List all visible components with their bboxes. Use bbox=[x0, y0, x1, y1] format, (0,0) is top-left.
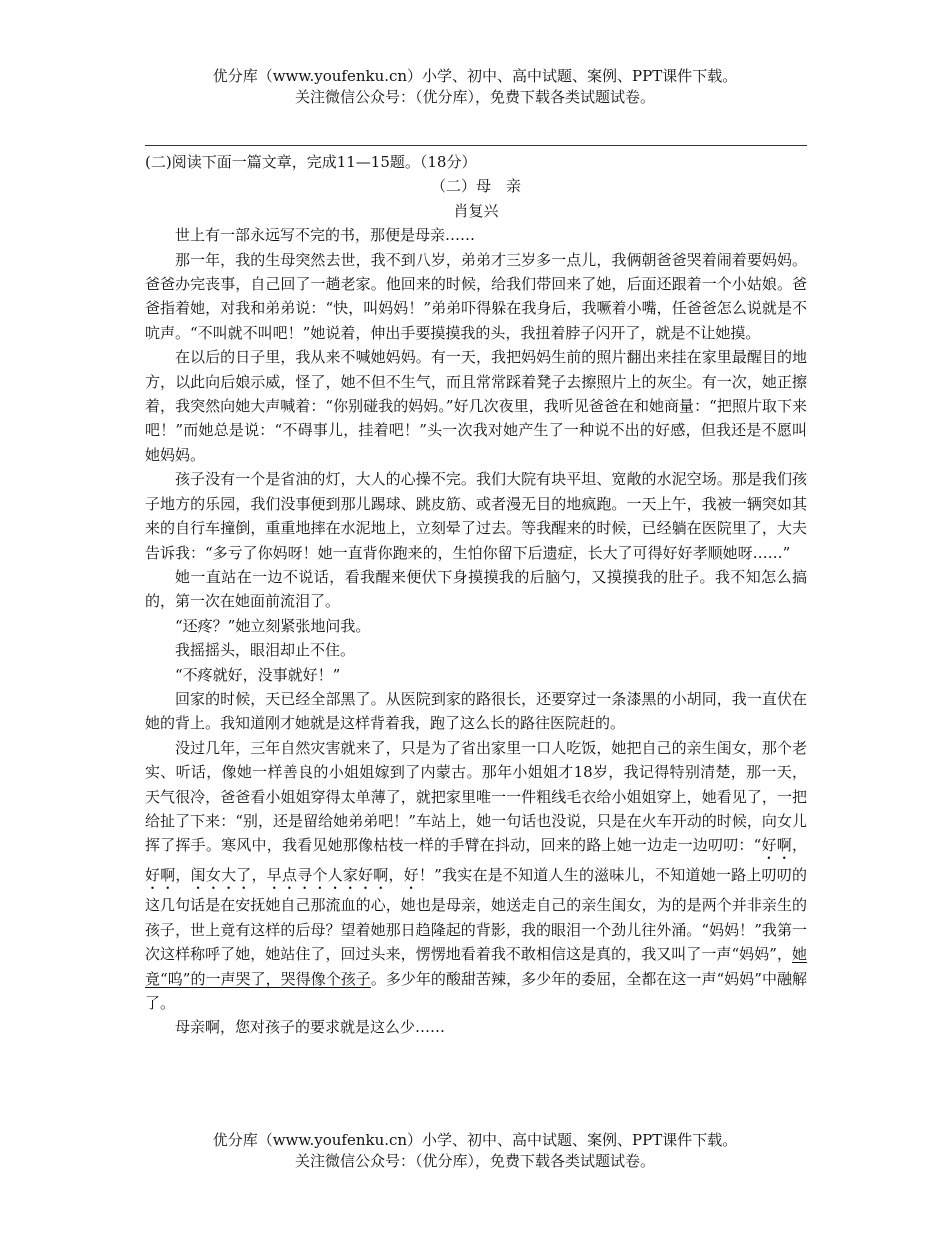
paragraph-10 bbox=[145, 736, 807, 1016]
reading-passage bbox=[145, 150, 807, 1040]
paragraph-8: “不疼就好，没事就好！” bbox=[175, 665, 341, 684]
paragraph-6: “还疼？”她立刻紧张地问我。 bbox=[175, 616, 371, 635]
footer-line-1: 优分库（www.youfenku.cn）小学、初中、高中试题、案例、PPT课件下载。 bbox=[212, 1131, 738, 1149]
section-intro: (二)阅读下面一篇文章，完成11—15题。（18分） bbox=[145, 153, 477, 171]
emphasized-quote: 好啊，好啊，闺女大了，早点寻个人家好啊，好！ bbox=[145, 836, 807, 885]
paragraph-10-part-3: 。多少年的酸甜苦辣，多少年的委屈，全都在这一声“妈妈”中融解了。 bbox=[145, 969, 807, 1012]
paragraph-2: 那一年，我的生母突然去世，我不到八岁，弟弟才三岁多一点儿，我俩朝爸爸哭着闹着要妈妈。爸爸办完丧事，自己回了一趟老家。他回来的时候，给我们带回来了她，后面还跟着一个小姑娘。爸爸指着她，对我和弟弟说：“快，叫妈妈！”弟弟吓得躲在我身后，我噘着小嘴，任爸爸怎么说就是不吭声。“不叫就不叫吧！”她说着，伸出手要摸摸我的头，我扭着脖子闪开了，就是不让她摸。 bbox=[145, 250, 807, 342]
page-footer bbox=[0, 1130, 950, 1172]
underlined-sentence: 她竟“呜”的一声哭了，哭得像个孩子 bbox=[145, 945, 807, 988]
paragraph-4: 孩子没有一个是省油的灯，大人的心操不完。我们大院有块平坦、宽敞的水泥空场。那是我们孩子地方的乐园，我们没事便到那儿踢球、跳皮筋、或者漫无目的地疯跑。一天上午，我被一辆突如其来的自行车撞倒，重重地摔在水泥地上，立刻晕了过去。等我醒来的时候，已经躺在医院里了，大夫告诉我：“多亏了你妈呀！她一直背你跑来的，生怕你留下后遗症，长大了可得好好孝顺她呀……” bbox=[145, 470, 807, 562]
footer-line-2: 关注微信公众号：（优分库），免费下载各类试题试卷。 bbox=[294, 1152, 655, 1170]
header-divider bbox=[145, 145, 807, 146]
paragraph-3: 在以后的日子里，我从来不喊她妈妈。有一天，我把妈妈生前的照片翻出来挂在家里最醒目的地方，以此向后娘示威，怪了，她不但不生气，而且常常踩着凳子去擦照片上的灰尘。有一次，她正擦着，我突然向她大声喊着：“你别碰我的妈妈。”好几次夜里，我听见爸爸在和她商量：“把照片取下来吧！”而她总是说：“不碍事儿，挂着吧！”头一次我对她产生了一种说不出的好感，但我还是不愿叫她妈妈。 bbox=[145, 348, 807, 464]
paragraph-7: 我摇摇头，眼泪却止不住。 bbox=[175, 641, 356, 660]
paragraph-9: 回家的时候，天已经全部黑了。从医院到家的路很长，还要穿过一条漆黑的小胡同，我一直伏在她的背上。我知道刚才她就是这样背着我，跑了这么长的路往医院赶的。 bbox=[145, 689, 807, 733]
paragraph-5: 她一直站在一边不说话，看我醒来便伏下身摸摸我的后脑勺，又摸摸我的肚子。我不知怎么搞的，第一次在她面前流泪了。 bbox=[145, 567, 807, 611]
paragraph-10-part-1: 没过几年，三年自然灾害就来了，只是为了省出家里一口人吃饭，她把自己的亲生闺女，那个老实、听话，像她一样善良的小姐姐嫁到了内蒙古。那年小姐姐才18岁，我记得特别清楚，那一天，天气很冷，爸爸看小姐姐穿得太单薄了，就把家里唯一一件粗线毛衣给小姐姐穿上，她看见了，一把给扯了下来：“别，还是留给她弟弟吧！”车站上，她一句话也没说，只是在火车开动的时候，向女儿挥了挥手。寒风中，我看见她那像枯枝一样的手臂在抖动，回来的路上她一边走一边叨叨：“ bbox=[145, 738, 807, 855]
page-header bbox=[0, 66, 950, 108]
article-author: 肖复兴 bbox=[453, 201, 499, 220]
paragraph-1: 世上有一部永远写不完的书，那便是母亲…… bbox=[175, 226, 476, 245]
header-line-1: 优分库（www.youfenku.cn）小学、初中、高中试题、案例、PPT课件下载。 bbox=[212, 67, 738, 85]
paragraph-10-part-2: ”我实在是不知道人生的滋味儿，不知道她一路上叨叨的这几句话是在安抚她自己那流血的心，她也是母亲，她送走自己的亲生闺女，为的是两个并非亲生的孩子，世上竟有这样的后母？望着她那日趋隆起的背影，我的眼泪一个劲儿往外涌。“妈妈！”我第一次这样称呼了她，她站住了，回过头来，愣愣地看着我不敢相信这是真的，我又叫了一声“妈妈”， bbox=[145, 866, 807, 964]
header-line-2: 关注微信公众号：（优分库），免费下载各类试题试卷。 bbox=[294, 88, 655, 106]
article-title: （二）母 亲 bbox=[430, 177, 521, 196]
closing-line: 母亲啊，您对孩子的要求就是这么少…… bbox=[175, 1018, 446, 1037]
